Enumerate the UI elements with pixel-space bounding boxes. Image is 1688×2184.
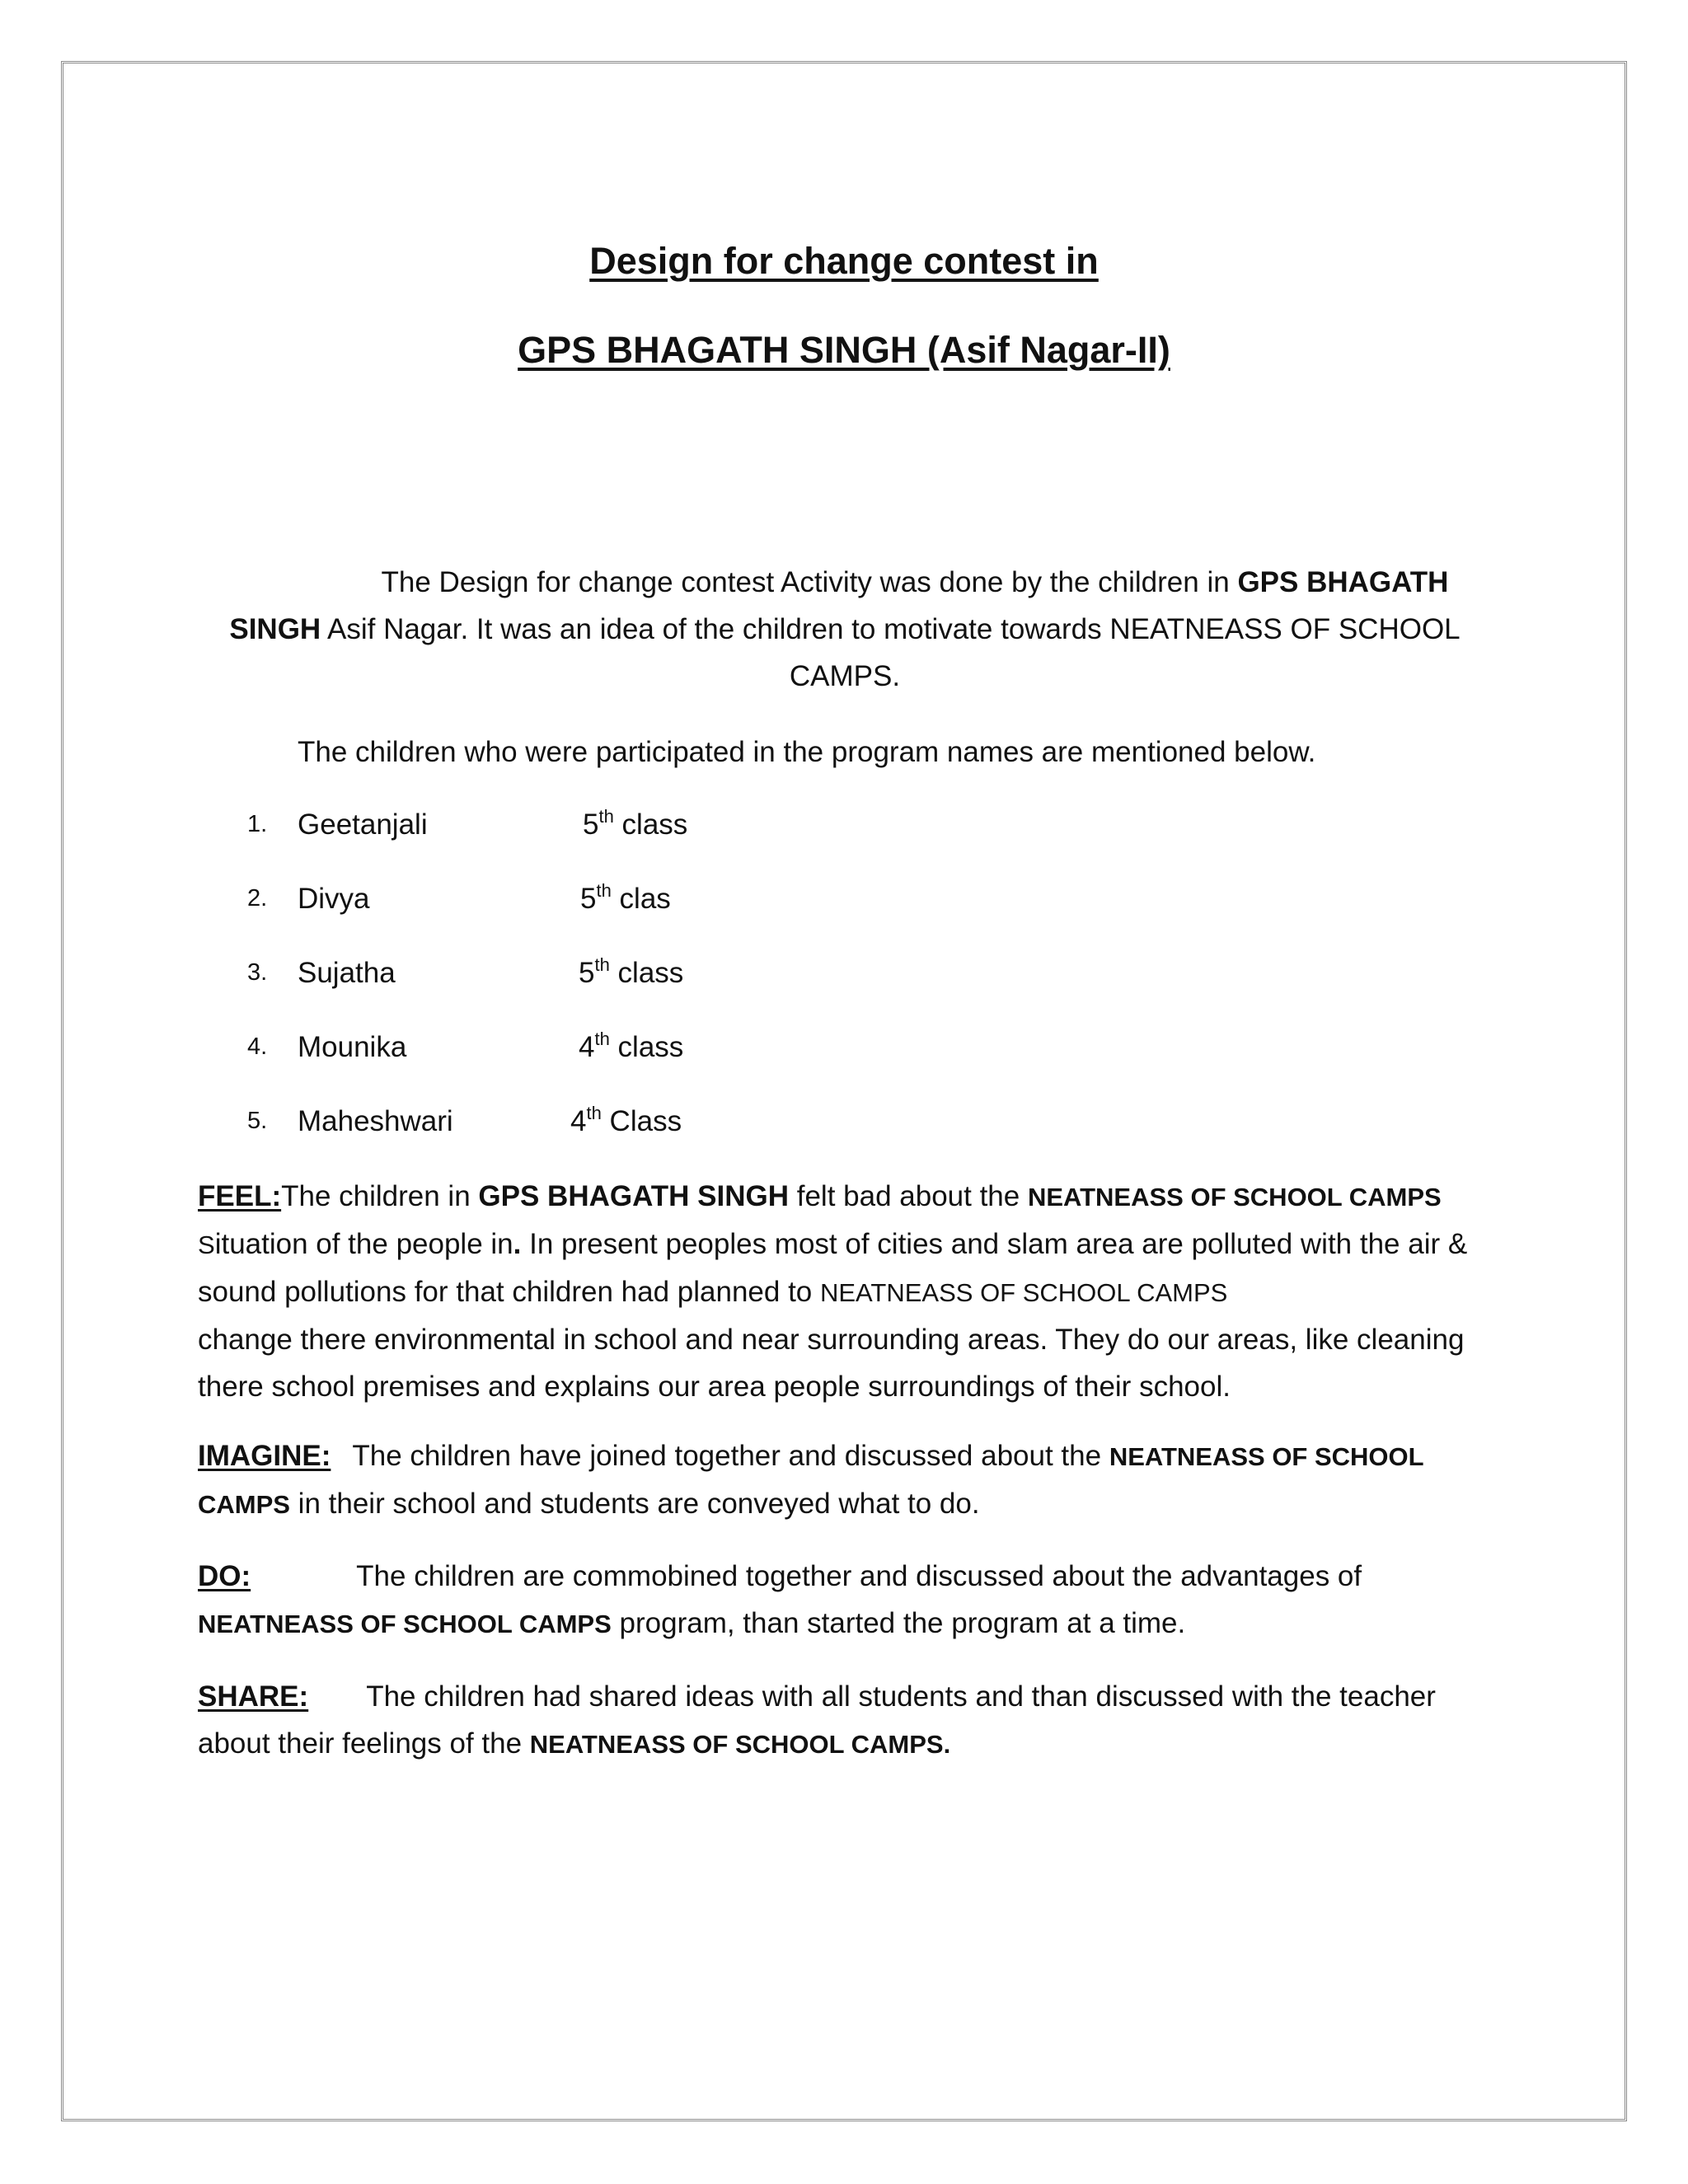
class-number: 5 [579, 957, 595, 989]
participant-class [570, 1098, 682, 1145]
intro-school-name: GPS BHAGATH SINGH [229, 566, 1449, 645]
feel-topic-small: NEATNEASS OF SCHOOL CAMPS [819, 1278, 1228, 1307]
feel-text-3: ituation of the people in [214, 1228, 513, 1260]
imagine-text-2: in their school and students are conveyed what to do. [289, 1488, 980, 1520]
participant-name: Geetanjali [298, 808, 428, 841]
participant-class [579, 949, 683, 996]
feel-text-1: The children in [281, 1180, 479, 1212]
list-number: 5. [247, 1108, 268, 1134]
imagine-section [198, 1432, 1500, 1528]
intro-paragraph [198, 559, 1492, 700]
list-number: 4. [247, 1033, 268, 1060]
feel-text-3-initial: S [198, 1230, 215, 1259]
share-label: SHARE: [198, 1680, 309, 1713]
participant-class [583, 801, 687, 848]
class-word: class [609, 1031, 684, 1063]
feel-topic: NEATNEASS OF SCHOOL CAMPS [1027, 1183, 1442, 1212]
class-suffix: th [596, 880, 612, 901]
class-number: 4 [579, 1031, 595, 1063]
class-suffix: th [598, 806, 614, 827]
do-section [198, 1553, 1500, 1647]
class-suffix: th [586, 1103, 602, 1123]
do-label: DO: [198, 1560, 251, 1592]
class-word: Class [601, 1105, 682, 1137]
participant-name: Divya [298, 883, 370, 915]
feel-school-name: GPS BHAGATH SINGH [478, 1180, 789, 1212]
document-title: Design for change contest in [589, 240, 1099, 282]
participant-name: Sujatha [298, 957, 396, 989]
list-number: 1. [247, 811, 268, 837]
feel-text-5: change there environmental in school and near surrounding areas. They do our areas, like cleaning there school premises and explains our area people surroundings of their school. [198, 1324, 1465, 1403]
imagine-topic: NEATNEASS OF SCHOOL CAMPS [198, 1442, 1424, 1519]
imagine-label: IMAGINE: [198, 1440, 331, 1472]
intro-text-1: The Design for change contest Activity was done by the children in [381, 566, 1238, 598]
class-word: class [609, 957, 684, 989]
school-title: GPS BHAGATH SINGH (Asif Nagar-II) [518, 329, 1170, 371]
participant-name: Mounika [298, 1031, 407, 1063]
feel-text-4: In present peoples most of cities and slam area are polluted with the air & sound pollutions for that children had planned to [198, 1228, 1468, 1308]
feel-label: FEEL: [198, 1180, 282, 1212]
do-text-2: program, than started the program at a time. [611, 1607, 1186, 1639]
participant-name: Maheshwari [298, 1105, 453, 1137]
feel-text-2: felt bad about the [789, 1180, 1028, 1212]
list-number: 3. [247, 959, 268, 986]
feel-section [198, 1173, 1500, 1410]
imagine-text-1: The children have joined together and discussed about the [352, 1440, 1109, 1472]
share-text-1: The children had shared ideas with all students and than discussed with the teacher about their feelings of the [198, 1680, 1436, 1760]
participants-lead: The children who were participated in the program names are mentioned below. [298, 736, 1316, 768]
do-topic: NEATNEASS OF SCHOOL CAMPS [198, 1610, 612, 1638]
share-topic: NEATNEASS OF SCHOOL CAMPS. [529, 1730, 951, 1759]
share-section [198, 1673, 1500, 1768]
class-suffix: th [594, 1029, 610, 1049]
list-number: 2. [247, 885, 268, 912]
class-word: clas [611, 883, 671, 915]
class-number: 5 [583, 808, 599, 841]
class-suffix: th [594, 954, 610, 975]
class-number: 5 [580, 883, 597, 915]
feel-period: . [513, 1228, 522, 1260]
intro-text-2: Asif Nagar. It was an idea of the children to motivate towards NEATNEASS OF SCHOOL CAMPS. [321, 613, 1461, 692]
do-text-1: The children are commobined together and discussed about the advantages of [356, 1560, 1362, 1592]
class-number: 4 [570, 1105, 587, 1137]
participant-class [579, 1024, 683, 1071]
participant-class [580, 875, 671, 922]
class-word: class [613, 808, 688, 841]
